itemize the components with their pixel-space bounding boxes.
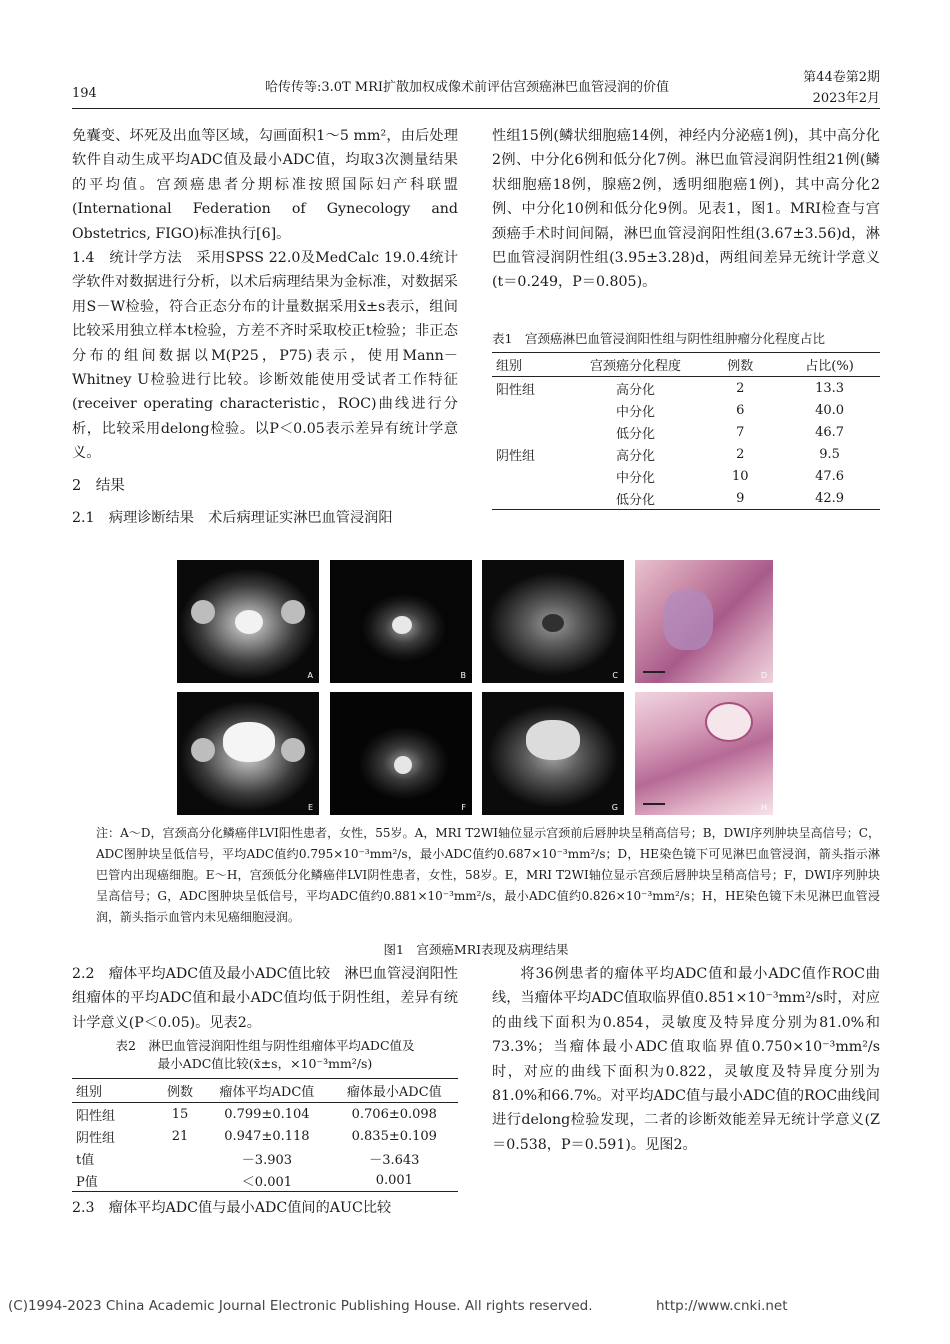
table-cell: 低分化 bbox=[616, 426, 656, 442]
table-cell: 阳性组 bbox=[76, 1108, 116, 1124]
table-cell: －3.903 bbox=[241, 1152, 293, 1168]
figure1-note: 注：A～D，宫颈高分化鳞癌伴LVI阳性患者，女性，55岁。A，MRI T2WI轴位显示宫颈前后唇肿块呈稍高信号；B，DWI序列肿块呈高信号；C，ADC图肿块呈低信号，平均ADC值约0.795×10⁻³mm²/s，最小ADC值约0.687×10⁻³mm²/s；D，HE染色镜下可见淋巴血管浸润，箭头指示淋巴管内出现癌细胞。E～H，宫颈低分化鳞癌伴LVI阴性患者，女性，58岁。E，MRI T2WI轴位显示宫颈后唇肿块呈稍高信号；F，DWI序列肿块呈高信号；G，ADC图肿块呈低信号，平均ADC值约0.881×10⁻³mm²/s，最小ADC值约0.826×10⁻³mm²/s；H，HE染色镜下未见淋巴血管浸润，箭头指示血管内未见癌细胞浸润。 bbox=[96, 826, 880, 924]
table2 bbox=[72, 1078, 458, 1192]
table-cell: 中分化 bbox=[616, 470, 656, 486]
table-cell: 低分化 bbox=[616, 492, 656, 508]
right-column-text bbox=[492, 124, 880, 295]
table-cell: 10 bbox=[732, 468, 749, 484]
stats-methods-paragraph: 1.4 统计学方法 采用SPSS 22.0及MedCalc 19.0.4统计学软件对数据进行分析，以术后病理结果为金标准，对数据采用S－W检验，符合正态分布的计量数据采用x̄±s表示，组间比较采用独立样本t检验，方差不齐时采取校正t检验；非正态分布的组间数据以M(P25，P75)表示，使用Mann－Whitney U检验进行比较。诊断效能使用受试者工作特征(receiver operating characteristic，ROC)曲线进行分析，比较采用delong检验。以P＜0.05表示差异有统计学意义。 bbox=[72, 250, 458, 462]
table-cell bbox=[492, 421, 570, 443]
table-cell bbox=[492, 399, 570, 421]
table1 bbox=[492, 352, 880, 510]
table1-header-row bbox=[492, 353, 880, 377]
table-cell: 0.947±0.118 bbox=[224, 1128, 310, 1144]
table1-col-percent: 占比(%) bbox=[805, 359, 854, 374]
results-heading: 2 结果 bbox=[72, 477, 125, 494]
table-cell: 阳性组 bbox=[496, 382, 536, 398]
mri-t2wi-panel-e bbox=[177, 692, 319, 815]
header-rule bbox=[72, 108, 880, 109]
table-cell: 13.3 bbox=[815, 380, 845, 396]
table2-col-min-adc: 瘤体最小ADC值 bbox=[346, 1085, 442, 1100]
mri-t2wi-panel-a bbox=[177, 560, 319, 683]
table-cell: 2 bbox=[736, 380, 745, 396]
table-row bbox=[492, 399, 880, 421]
table-cell: 阴性组 bbox=[496, 448, 536, 464]
table-cell: ＜0.001 bbox=[241, 1174, 293, 1190]
table1-caption: 表1 宫颈癌淋巴血管浸润阳性组与阴性组肿瘤分化程度占比 bbox=[492, 331, 825, 346]
table-cell: 15 bbox=[171, 1106, 189, 1122]
pathology-paragraph: 2.1 病理诊断结果 术后病理证实淋巴血管浸润阳 bbox=[72, 510, 393, 527]
table-row bbox=[72, 1103, 458, 1126]
figure1-caption: 图1 宫颈癌MRI表现及病理结果 bbox=[383, 942, 569, 957]
table-cell: 47.6 bbox=[815, 468, 845, 484]
left-column-text bbox=[72, 124, 458, 531]
panel-label: B bbox=[460, 671, 466, 680]
table-cell: 中分化 bbox=[616, 404, 656, 420]
table-row bbox=[72, 1147, 458, 1169]
mri-dwi-panel-b bbox=[330, 560, 472, 683]
table-cell: 6 bbox=[736, 402, 745, 418]
panel-label: A bbox=[307, 671, 313, 680]
table2-header-row bbox=[72, 1079, 458, 1103]
table2-col-count: 例数 bbox=[167, 1085, 194, 1100]
table-cell bbox=[157, 1169, 203, 1192]
methods-paragraph: 免囊变、坏死及出血等区域，勾画面积1～5 mm²，由后处理软件自动生成平均ADC值及最小ADC值，均取3次测量结果的平均值。宫颈癌患者分期标准按照国际妇产科联盟(International Federation of Gynecology and Obstetrics, FIGO)标准执行[6]。 bbox=[72, 128, 458, 242]
panel-label: F bbox=[461, 803, 466, 812]
table-cell: 0.799±0.104 bbox=[224, 1106, 310, 1122]
table-row bbox=[492, 487, 880, 510]
table1-col-grade: 宫颈癌分化程度 bbox=[590, 359, 682, 374]
table-cell: 9.5 bbox=[819, 446, 840, 462]
mri-dwi-panel-f bbox=[330, 692, 472, 815]
table-cell: 40.0 bbox=[815, 402, 845, 418]
table-cell: 高分化 bbox=[616, 382, 656, 398]
mri-adc-panel-g bbox=[482, 692, 624, 815]
table2-col-mean-adc: 瘤体平均ADC值 bbox=[219, 1085, 315, 1100]
table-row bbox=[492, 465, 880, 487]
table-cell: 42.9 bbox=[815, 490, 845, 506]
panel-label: E bbox=[307, 803, 313, 812]
table2-caption-line1: 表2 淋巴血管浸润阳性组与阴性组瘤体平均ADC值及 bbox=[115, 1038, 415, 1053]
table-cell: 2 bbox=[736, 446, 745, 462]
table-cell: t值 bbox=[76, 1152, 95, 1168]
roc-paragraph: 将36例患者的瘤体平均ADC值和最小ADC值作ROC曲线，当瘤体平均ADC值取临界值0.851×10⁻³mm²/s时，对应的曲线下面积为0.854，灵敏度及特异度分别为81.0%和73.3%；当瘤体最小ADC值取临界值0.750×10⁻³mm²/s时，对应的曲线下面积为0.822，灵敏度及特异度分别为81.0%和66.7%。对平均ADC值与最小ADC值的ROC曲线间进行delong检验发现，二者的诊断效能差异无统计学意义(Z＝0.538，P＝0.591)。见图2。 bbox=[492, 966, 880, 1153]
section-2-3-heading: 2.3 瘤体平均ADC值与最小ADC值间的AUC比较 bbox=[72, 1200, 392, 1216]
journal-date: 2023年2月 bbox=[812, 91, 880, 106]
footer-url[interactable]: http://www.cnki.net bbox=[656, 1298, 788, 1314]
table1-col-count: 例数 bbox=[727, 359, 754, 374]
panel-label: C bbox=[612, 671, 618, 680]
table-cell: 高分化 bbox=[616, 448, 656, 464]
table-cell bbox=[492, 465, 570, 487]
he-stain-panel-h bbox=[635, 692, 773, 815]
table-cell bbox=[157, 1147, 203, 1169]
journal-volume: 第44卷第2期 bbox=[803, 70, 880, 85]
table-cell: 46.7 bbox=[815, 424, 845, 440]
table-cell: 7 bbox=[736, 424, 745, 440]
table-cell: 0.835±0.109 bbox=[351, 1128, 437, 1144]
table2-col-group: 组别 bbox=[76, 1085, 103, 1100]
panel-label: D bbox=[760, 671, 767, 680]
table-row bbox=[492, 377, 880, 400]
table2-caption-line2: 最小ADC值比较(x̄±s，×10⁻³mm²/s) bbox=[157, 1056, 373, 1071]
he-stain-panel-d bbox=[635, 560, 773, 683]
table1-col-group: 组别 bbox=[496, 359, 523, 374]
table-cell bbox=[492, 487, 570, 510]
table-cell: 9 bbox=[736, 490, 745, 506]
panel-label: H bbox=[760, 803, 767, 812]
running-title: 哈传传等:3.0T MRI扩散加权成像术前评估宫颈癌淋巴血管浸润的价值 bbox=[264, 80, 670, 95]
section-2-2 bbox=[72, 962, 458, 1035]
table-row bbox=[492, 421, 880, 443]
table-row bbox=[72, 1125, 458, 1147]
pathology-continued-paragraph: 性组15例(鳞状细胞癌14例，神经内分泌癌1例)，其中高分化2例、中分化6例和低分化7例。淋巴血管浸润阴性组21例(鳞状细胞癌18例，腺癌2例，透明细胞癌1例)，其中高分化2例、中分化10例和低分化9例。见表1，图1。MRI检查与宫颈癌手术时间间隔，淋巴血管浸润阳性组(3.67±3.56)d，淋巴血管浸润阴性组(3.95±3.28)d，两组间差异无统计学意义(t＝0.249，P＝0.805)。 bbox=[492, 128, 880, 291]
panel-label: G bbox=[611, 803, 618, 812]
adc-comparison-paragraph: 2.2 瘤体平均ADC值及最小ADC值比较 淋巴血管浸润阳性组瘤体的平均ADC值和最小ADC值均低于阴性组，差异有统计学意义(P＜0.05)。见表2。 bbox=[72, 966, 458, 1031]
table-row bbox=[492, 443, 880, 465]
table-cell: P值 bbox=[76, 1174, 98, 1190]
page-number: 194 bbox=[72, 86, 97, 101]
table2-caption bbox=[72, 1037, 458, 1073]
table-row bbox=[72, 1169, 458, 1192]
copyright-notice: (C)1994-2023 China Academic Journal Electronic Publishing House. All rights reserved. bbox=[8, 1298, 593, 1314]
table-cell: 阴性组 bbox=[76, 1130, 116, 1146]
mri-adc-panel-c bbox=[482, 560, 624, 683]
table-cell: 0.001 bbox=[375, 1172, 413, 1188]
table-cell: 21 bbox=[171, 1128, 189, 1144]
table-cell: 0.706±0.098 bbox=[351, 1106, 437, 1122]
table-cell: －3.643 bbox=[369, 1152, 420, 1168]
